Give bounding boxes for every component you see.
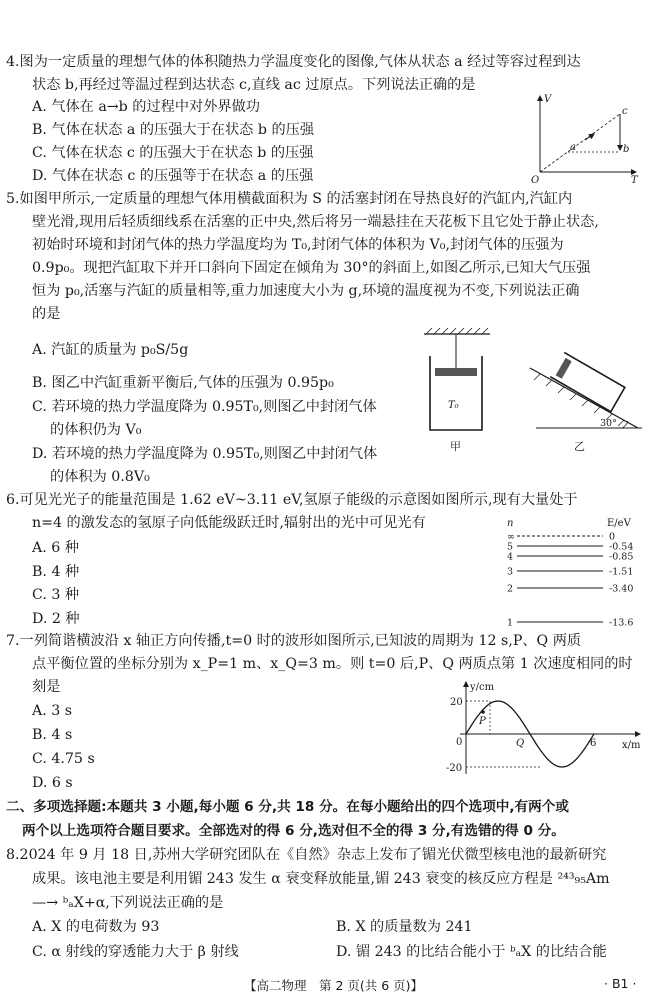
energy-level-n: 5: [507, 541, 514, 553]
q6-option-d: D. 2 种: [32, 611, 80, 627]
q4-option-c: C. 气体在状态 c 的压强大于在状态 b 的压强: [32, 145, 314, 161]
q7-option-c: C. 4.75 s: [32, 751, 95, 767]
section2-heading-line-2: 两个以上选项符合题目要求。全部选对的得 6 分,选对但不全的得 3 分,有选错的得 0 分。: [22, 823, 565, 839]
energy-level-e: -3.40: [609, 583, 634, 595]
q5-figure-jia: [418, 326, 498, 454]
q4-axis-v: V: [544, 94, 552, 105]
q5-label-yi: 乙: [574, 440, 585, 453]
q8-option-b: B. X 的质量数为 241: [336, 919, 473, 935]
q6-e-header: E/eV: [607, 518, 631, 529]
q7-wave-graph: [446, 678, 646, 778]
q6-option-c: C. 3 种: [32, 587, 80, 603]
q8-line-3: —→ ᵇₐX+α,下列说法正确的是: [32, 895, 224, 911]
energy-level-n: 1: [507, 617, 514, 629]
q5-option-a: A. 汽缸的质量为 p₀S/5g: [32, 342, 189, 358]
q7-option-d: D. 6 s: [32, 775, 73, 791]
q4-origin: O: [531, 175, 540, 186]
q8-line-2: 成果。该电池主要是利用镅 243 发生 α 衰变释放能量,镅 243 衰变的核反应方程是 ²⁴³₉₅Am: [32, 871, 610, 887]
q5-option-c: C. 若环境的热力学温度降为 0.95T₀,则图乙中封闭气体: [32, 399, 377, 415]
energy-level-e: -1.51: [609, 566, 634, 578]
q4-line-2: 状态 b,再经过等温过程到达状态 c,直线 ac 过原点。下列说法正确的是: [32, 77, 476, 93]
q7-line-3: 刻是: [32, 679, 61, 695]
q7-point-q: Q: [516, 738, 525, 749]
energy-level-e: -0.85: [609, 551, 634, 563]
q4-option-d: D. 气体在状态 c 的压强等于在状态 a 的压强: [32, 168, 314, 184]
q4-option-a: A. 气体在 a→b 的过程中对外界做功: [32, 99, 260, 115]
q4-axis-t: T: [631, 175, 638, 186]
q7-y-tick-neg20: -20: [446, 763, 463, 774]
q5-line-5: 恒为 p₀,活塞与汽缸的质量相等,重力加速度大小为 g,环境的温度视为不变,下列说法正确: [32, 283, 580, 299]
q4-point-b: b: [623, 144, 630, 155]
q7-y-tick-20: 20: [450, 697, 463, 708]
q4-point-c: c: [622, 106, 628, 117]
q7-line-2: 点平衡位置的坐标分别为 x_P=1 m、x_Q=3 m。则 t=0 后,P、Q 两质点第 1 次速度相同的时: [32, 656, 633, 672]
section2-heading-line-1: 二、多项选择题:本题共 3 小题,每小题 6 分,共 18 分。在每小题给出的四个选项中,有两个或: [6, 799, 569, 815]
energy-level-e: -0.54: [609, 541, 634, 553]
q7-y-axis-label: y/cm: [470, 682, 495, 693]
q7-x-tick-6: 6: [590, 738, 597, 749]
energy-level-n: ∞: [507, 531, 515, 543]
q7-option-b: B. 4 s: [32, 727, 73, 743]
energy-level-n: 2: [507, 583, 514, 595]
q6-n-header: n: [507, 518, 514, 529]
energy-level-n: 3: [507, 566, 514, 578]
energy-level-e: 0: [609, 531, 616, 543]
q5-option-d-cont: 的体积为 0.8V₀: [50, 469, 150, 485]
q5-option-d: D. 若环境的热力学温度降为 0.95T₀,则图乙中封闭气体: [32, 446, 378, 462]
q5-label-jia: 甲: [450, 440, 461, 453]
q4-option-b: B. 气体在状态 a 的压强大于在状态 b 的压强: [32, 122, 315, 138]
q6-line-1: 6.可见光光子的能量范围是 1.62 eV~3.11 eV,氢原子能级的示意图如图所示,现有大量处于: [6, 492, 578, 508]
energy-level-e: -13.6: [609, 617, 634, 629]
q5-option-b: B. 图乙中汽缸重新平衡后,气体的压强为 0.95p₀: [32, 375, 334, 391]
q7-x-axis-label: x/m: [622, 740, 641, 751]
q8-option-a: A. X 的电荷数为 93: [32, 919, 160, 935]
q5-figure-yi: [526, 332, 646, 460]
q7-option-a: A. 3 s: [32, 703, 73, 719]
q5-line-2: 壁光滑,现用后轻质细线系在活塞的正中央,然后将另一端悬挂在天花板下且它处于静止状态,: [32, 214, 599, 230]
page-footer-code: · B1 ·: [604, 976, 637, 991]
page-footer: 【高二物理 第 2 页(共 6 页)】: [244, 978, 424, 993]
q6-option-b: B. 4 种: [32, 564, 80, 580]
q5-line-6: 的是: [32, 306, 61, 322]
q5-line-4: 0.9p₀。现把汽缸取下并开口斜向下固定在倾角为 30°的斜面上,如图乙所示,已知大气压强: [32, 260, 591, 276]
q5-angle-label: 30°: [600, 418, 617, 429]
energy-level-n: 4: [507, 551, 514, 563]
q4-vt-diagram: [530, 92, 642, 184]
q7-origin: 0: [456, 737, 463, 748]
q6-option-a: A. 6 种: [32, 540, 79, 556]
q5-line-1: 5.如图甲所示,一定质量的理想气体用横截面积为 S 的活塞封闭在导热良好的汽缸内,汽缸内: [6, 191, 573, 207]
q5-line-3: 初始时环境和封闭气体的热力学温度均为 T₀,封闭气体的体积为 V₀,封闭气体的压强为: [32, 237, 564, 253]
q8-option-c: C. α 射线的穿透能力大于 β 射线: [32, 944, 239, 960]
q5-option-c-cont: 的体积仍为 V₀: [50, 422, 142, 438]
q6-line-2: n=4 的激发态的氢原子向低能级跃迁时,辐射出的光中可见光有: [32, 515, 426, 531]
q4-point-a: a: [570, 142, 576, 153]
q8-option-d: D. 镅 243 的比结合能小于 ᵇₐX 的比结合能: [336, 944, 607, 960]
q4-line-1: 4.图为一定质量的理想气体的体积随热力学温度变化的图像,气体从状态 a 经过等容过程到达: [6, 54, 581, 70]
q8-line-1: 8.2024 年 9 月 18 日,苏州大学研究团队在《自然》杂志上发布了镅光伏微型核电池的最新研究: [6, 847, 607, 863]
q5-gas-label: T₀: [448, 400, 459, 411]
q7-line-1: 7.一列简谐横波沿 x 轴正方向传播,t=0 时的波形如图所示,已知波的周期为 12 s,P、Q 两质: [6, 633, 582, 649]
q6-energy-level-diagram: [503, 514, 647, 630]
q7-point-p: P: [479, 716, 486, 727]
